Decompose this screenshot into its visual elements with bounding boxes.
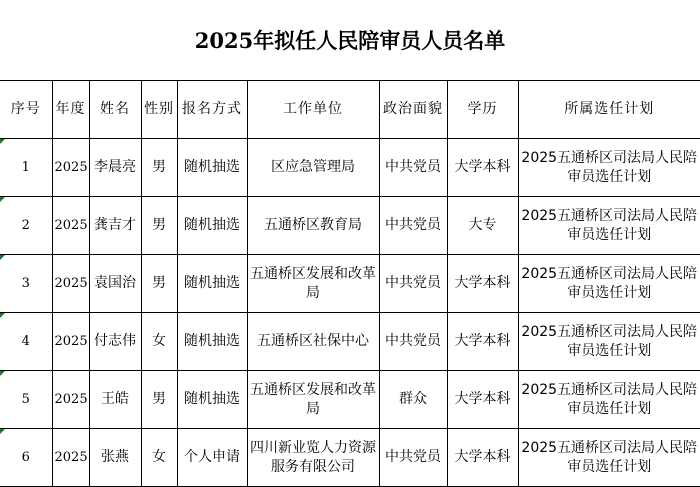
cell-gender[interactable]: 男 xyxy=(141,371,177,429)
header-row xyxy=(0,81,700,139)
cell-method[interactable]: 个人申请 xyxy=(177,429,247,487)
col-header-politics: 政治面貌 xyxy=(379,81,447,139)
table-row xyxy=(0,429,700,487)
cell-name[interactable]: 付志伟 xyxy=(89,313,141,371)
cell-method[interactable]: 随机抽选 xyxy=(177,197,247,255)
cell-name[interactable]: 袁国治 xyxy=(89,255,141,313)
cell-name[interactable]: 龚吉才 xyxy=(89,197,141,255)
cell-politics[interactable]: 中共党员 xyxy=(379,255,447,313)
cell-unit[interactable]: 区应急管理局 xyxy=(247,139,379,197)
col-header-unit: 工作单位 xyxy=(247,81,379,139)
cell-unit[interactable]: 五通桥区发展和改革局 xyxy=(247,255,379,313)
col-header-education: 学历 xyxy=(447,81,518,139)
cell-unit[interactable]: 五通桥区发展和改革局 xyxy=(247,371,379,429)
cell-plan[interactable]: 2025五通桥区司法局人民陪审员选任计划 xyxy=(518,197,700,255)
cell-no[interactable]: 6 xyxy=(0,429,52,487)
cell-no[interactable]: 2 xyxy=(0,197,52,255)
juror-table xyxy=(0,80,700,487)
cell-education[interactable]: 大专 xyxy=(447,197,518,255)
page-title: 2025年拟任人民陪审员人员名单 xyxy=(0,0,700,81)
cell-unit[interactable]: 五通桥区教育局 xyxy=(247,197,379,255)
cell-method[interactable]: 随机抽选 xyxy=(177,255,247,313)
cell-plan[interactable]: 2025五通桥区司法局人民陪审员选任计划 xyxy=(518,429,700,487)
cell-gender[interactable]: 男 xyxy=(141,255,177,313)
cell-no[interactable]: 1 xyxy=(0,139,52,197)
cell-no[interactable]: 5 xyxy=(0,371,52,429)
cell-method[interactable]: 随机抽选 xyxy=(177,371,247,429)
cell-method[interactable]: 随机抽选 xyxy=(177,313,247,371)
cell-no[interactable]: 3 xyxy=(0,255,52,313)
cell-education[interactable]: 大学本科 xyxy=(447,139,518,197)
cell-unit[interactable]: 四川新业览人力资源服务有限公司 xyxy=(247,429,379,487)
col-header-gender: 性别 xyxy=(141,81,177,139)
cell-gender[interactable]: 女 xyxy=(141,313,177,371)
cell-year[interactable]: 2025 xyxy=(52,255,89,313)
cell-politics[interactable]: 中共党员 xyxy=(379,197,447,255)
cell-education[interactable]: 大学本科 xyxy=(447,429,518,487)
cell-name[interactable]: 张燕 xyxy=(89,429,141,487)
cell-name[interactable]: 王皓 xyxy=(89,371,141,429)
cell-unit[interactable]: 五通桥区社保中心 xyxy=(247,313,379,371)
table-row xyxy=(0,371,700,429)
cell-plan[interactable]: 2025五通桥区司法局人民陪审员选任计划 xyxy=(518,313,700,371)
col-header-method: 报名方式 xyxy=(177,81,247,139)
cell-education[interactable]: 大学本科 xyxy=(447,313,518,371)
table-row xyxy=(0,313,700,371)
cell-politics[interactable]: 中共党员 xyxy=(379,139,447,197)
col-header-plan: 所属选任计划 xyxy=(518,81,700,139)
cell-plan[interactable]: 2025五通桥区司法局人民陪审员选任计划 xyxy=(518,371,700,429)
cell-plan[interactable]: 2025五通桥区司法局人民陪审员选任计划 xyxy=(518,255,700,313)
cell-education[interactable]: 大学本科 xyxy=(447,255,518,313)
cell-name[interactable]: 李晨亮 xyxy=(89,139,141,197)
cell-politics[interactable]: 中共党员 xyxy=(379,313,447,371)
cell-method[interactable]: 随机抽选 xyxy=(177,139,247,197)
table-row xyxy=(0,197,700,255)
cell-year[interactable]: 2025 xyxy=(52,313,89,371)
cell-education[interactable]: 大学本科 xyxy=(447,371,518,429)
cell-gender[interactable]: 男 xyxy=(141,139,177,197)
cell-no[interactable]: 4 xyxy=(0,313,52,371)
cell-year[interactable]: 2025 xyxy=(52,429,89,487)
cell-year[interactable]: 2025 xyxy=(52,371,89,429)
col-header-year: 年度 xyxy=(52,81,89,139)
cell-politics[interactable]: 中共党员 xyxy=(379,429,447,487)
table-row xyxy=(0,255,700,313)
cell-year[interactable]: 2025 xyxy=(52,139,89,197)
table-row xyxy=(0,139,700,197)
cell-politics[interactable]: 群众 xyxy=(379,371,447,429)
cell-year[interactable]: 2025 xyxy=(52,197,89,255)
cell-gender[interactable]: 男 xyxy=(141,197,177,255)
cell-plan[interactable]: 2025五通桥区司法局人民陪审员选任计划 xyxy=(518,139,700,197)
col-header-no: 序号 xyxy=(0,81,52,139)
cell-gender[interactable]: 女 xyxy=(141,429,177,487)
col-header-name: 姓名 xyxy=(89,81,141,139)
